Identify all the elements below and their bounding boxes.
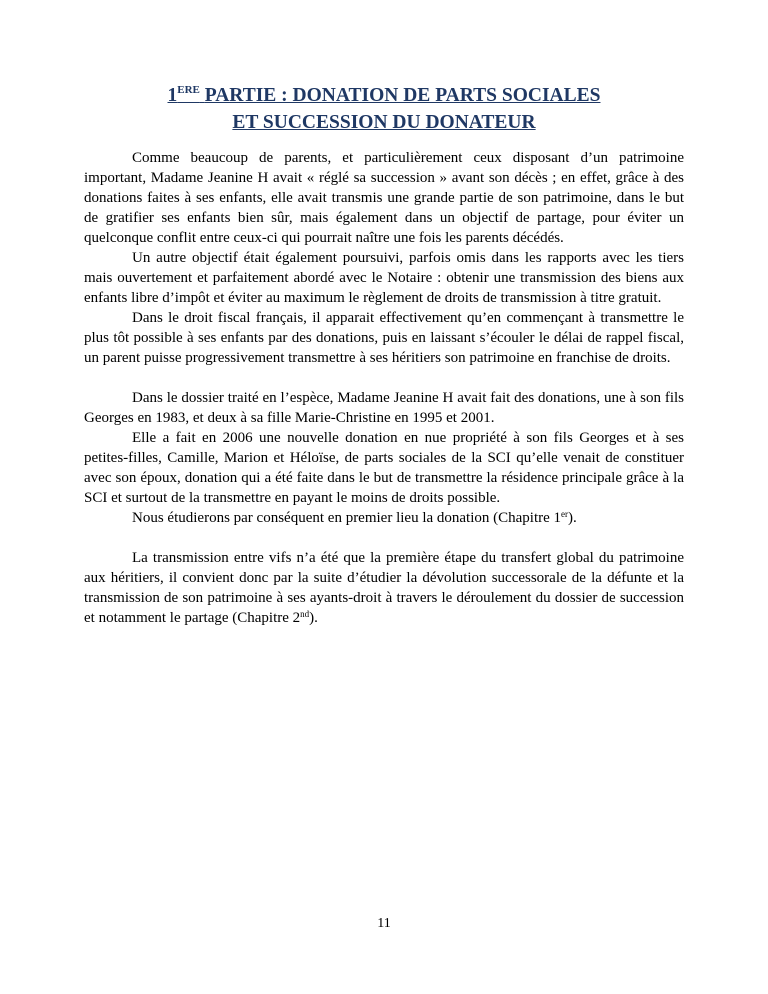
heading-number: 1 [167, 85, 178, 106]
heading-line-1 [0, 82, 768, 109]
page-number: 11 [377, 916, 391, 931]
section-heading [0, 82, 768, 136]
paragraph-6-end: ). [568, 510, 577, 526]
paragraph-1: Comme beaucoup de parents, et particulièrement ceux disposant d’un patrimoine important, Madame Jeanine H avait « réglé sa succession » avant son décès ; en effet, grâce à des donations faites à ses enfants, elle avait transmis une grande partie de son patrimoine, dans le but de gratifier ses enfants bien sûr, mais également dans un objectif de partage, pour éviter un quelconque conflit entre ceux-ci qui pourrait naître une fois les parents décédés. [84, 150, 684, 246]
chapter-1-superscript: er [561, 509, 569, 519]
paragraph-5: Elle a fait en 2006 une nouvelle donation en nue propriété à son fils Georges et à ses petites-filles, Camille, Marion et Héloïse, de parts sociales de la SCI qu’elle venait de constituer avec son époux, donation qui a été faite dans le but de transmettre la résidence principale grâce à la SCI et surtout de la transmettre en payant le moins de droits possible. [84, 430, 684, 506]
paragraph-7-text: La transmission entre vifs n’a été que la première étape du transfert global du patrimoine aux héritiers, il convient donc par la suite d’étudier la dévolution successorale de la défunte et la transmission de son patrimoine à ses ayants-droit à travers le déroulement du dossier de succession et notamment le partage (Chapitre 2 [84, 550, 684, 626]
paragraph-7 [84, 548, 684, 628]
paragraph-6 [84, 508, 684, 528]
paragraph-4: Dans le dossier traité en l’espèce, Madame Jeanine H avait fait des donations, une à son fils Georges en 1983, et deux à sa fille Marie-Christine en 1995 et 2001. [84, 390, 684, 426]
heading-text-1: PARTIE : DONATION DE PARTS SOCIALES [204, 85, 601, 106]
paragraph-2: Un autre objectif était également poursuivi, parfois omis dans les rapports avec les tiers mais ouvertement et parfaitement abordé avec le Notaire : obtenir une transmission des biens aux enfants libre d’impôt et éviter au maximum le règlement de droits de transmission à titre gratuit. [84, 250, 684, 306]
chapter-2-superscript: nd [300, 609, 310, 619]
paragraph-3: Dans le droit fiscal français, il apparait effectivement qu’en commençant à transmettre le plus tôt possible à ses enfants par des donations, puis en laissant s’écouler le délai de rappel fiscal, un parent puisse progressivement transmettre à ses héritiers son patrimoine en franchise de droits. [84, 310, 684, 366]
paragraph-6-text: Nous étudierons par conséquent en premier lieu la donation (Chapitre 1 [132, 510, 562, 526]
heading-ordinal-suffix: ERE [177, 84, 200, 96]
body-text [84, 148, 684, 628]
heading-line-2: ET SUCCESSION DU DONATEUR [232, 112, 536, 133]
paragraph-7-end: ). [309, 610, 318, 626]
